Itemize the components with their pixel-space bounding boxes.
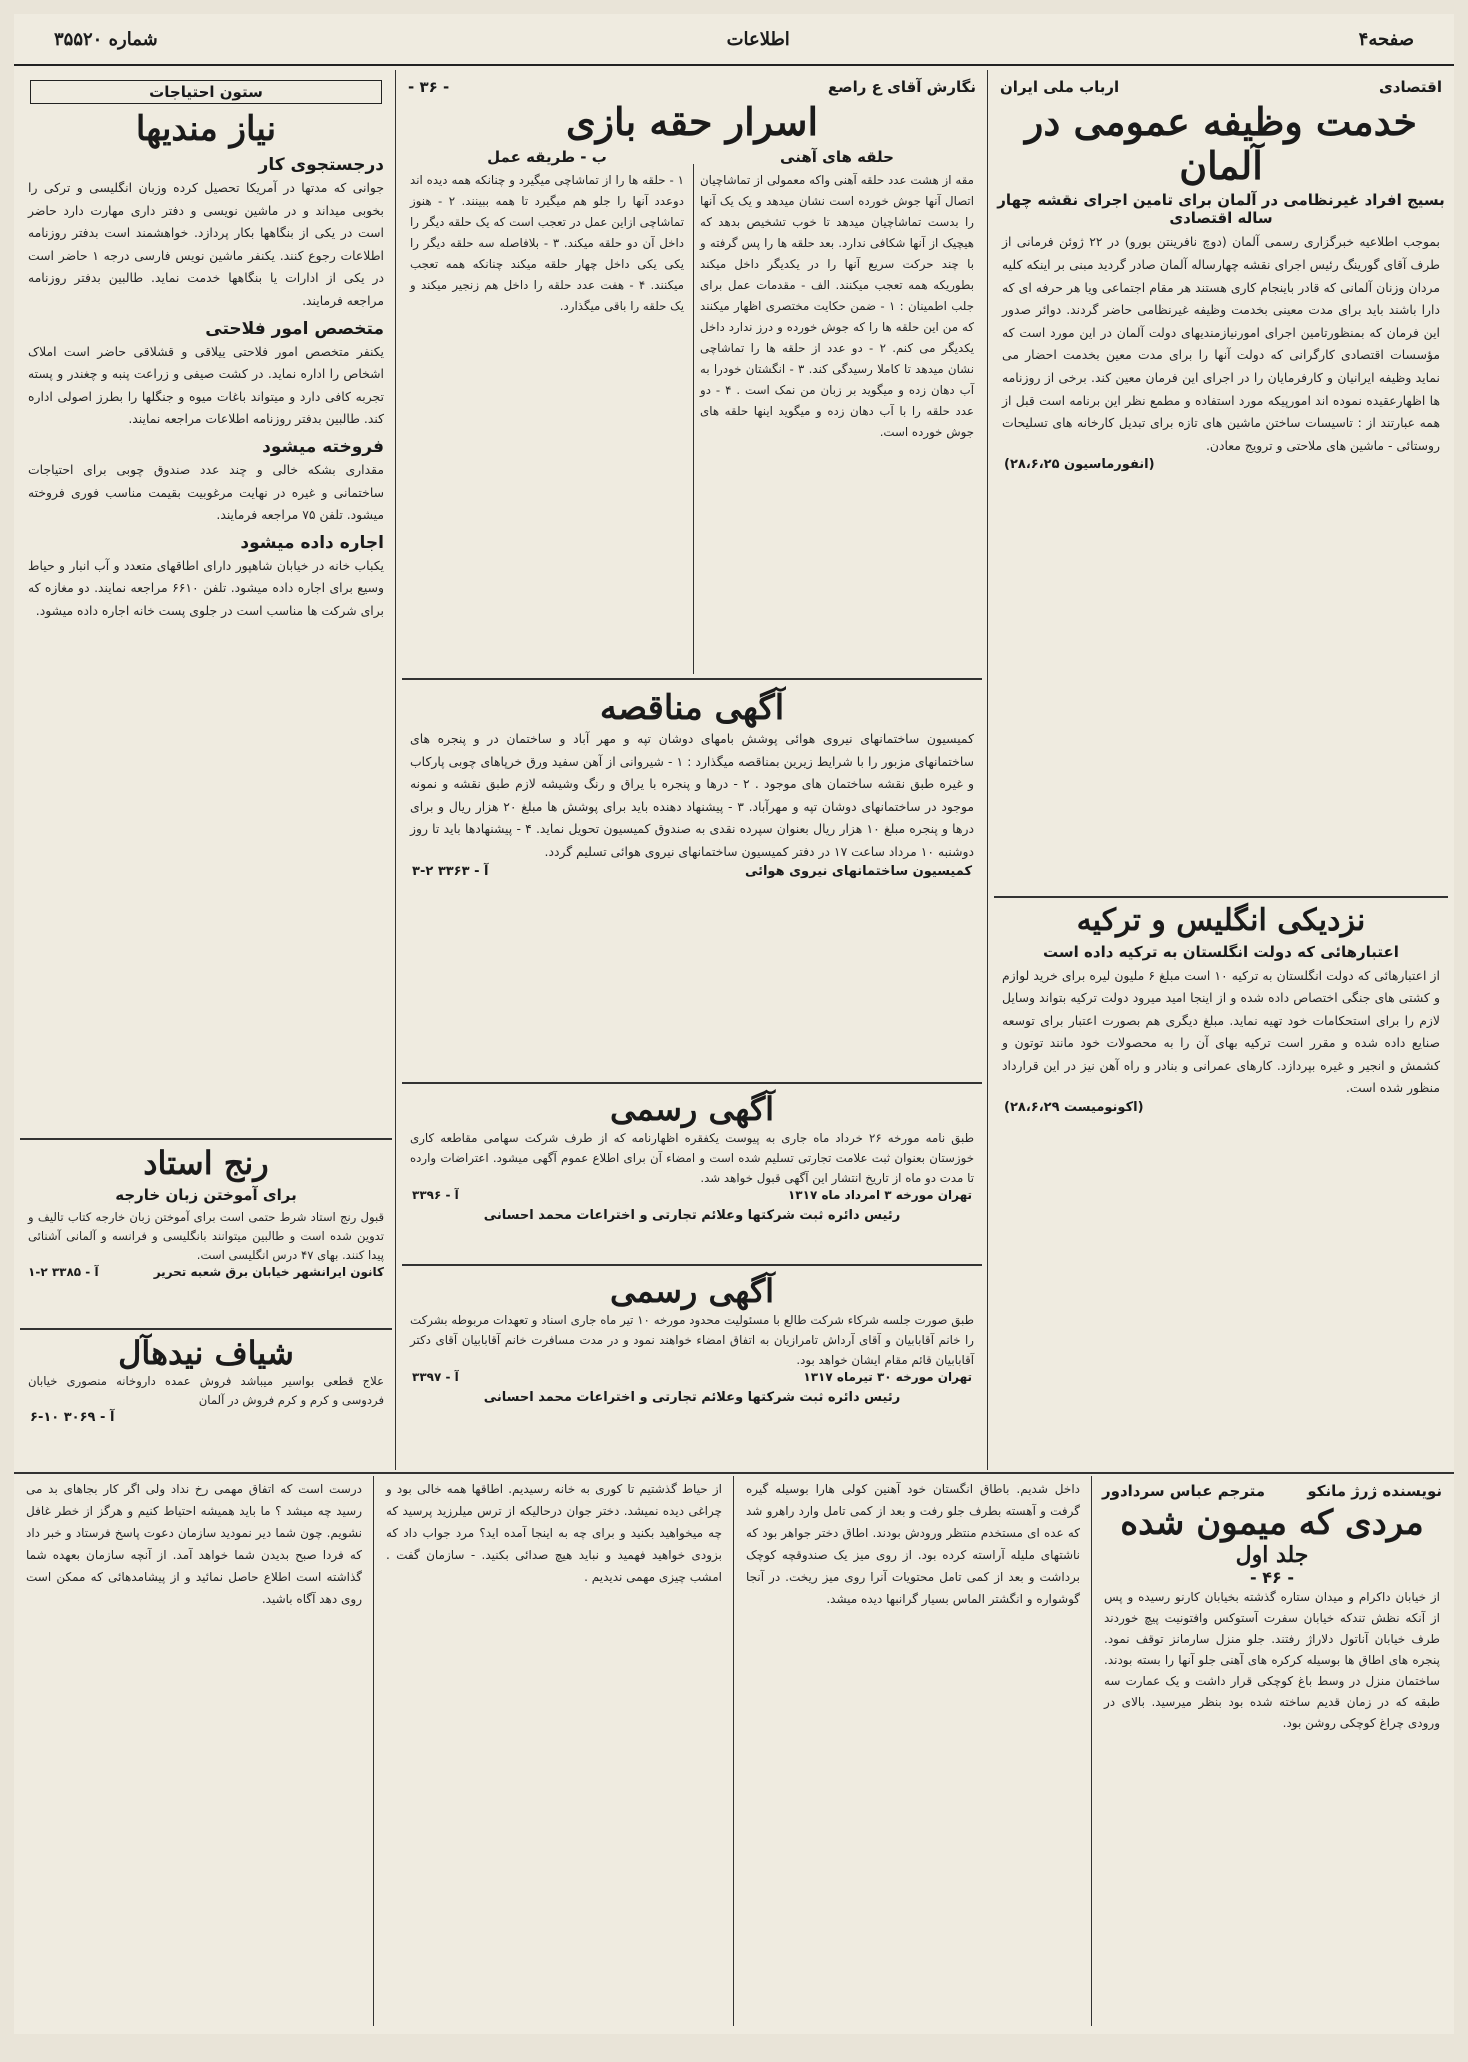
column-rule — [987, 70, 988, 1470]
classified-body: یکباب خانه در خیابان شاهپور دارای اطاقهای متعدد و آب انبار و حیاط وسیع برای اجاره داده میشود. تلفن ۶۶۱۰ مراجعه نمایند. دو مغازه که برای شرکت ها مناسب است در جلوی پست خانه اجاره داده میشود. — [28, 557, 384, 618]
serial-story-head — [1096, 1478, 1448, 2028]
article-body: از اعتبارهائی که دولت انگلستان به ترکیه ۱۰ است مبلغ ۶ ملیون لیره برای خرید لوازم و کشتی های جنگی اختصاص داده شده و از اینجا امید میرود دولت ترکیه بتواند وسایل لازم را برای استحکامات خود تهیه نماید. مبلغ دیگری هم بصورت اعتبار برای توسعه صنایع داده شده و مقرر است ترکیه بهای آن را به محصولات خود مانند توتون و کشمش و انجیر و غیره بپردازد. کارهای عمرانی و بنادر و راه آهن نیز در این قرارداد منظور شده است. — [1002, 967, 1440, 1096]
headline: مردی که میمون شده — [1120, 1503, 1424, 1543]
headline: خدمت وظیفه عمومی در آلمان — [1024, 99, 1418, 188]
ad-title: شیاف نیدهآل — [118, 1334, 294, 1372]
two-column-body — [402, 144, 982, 443]
ad-official-2 — [402, 1264, 982, 1468]
source-date: (اکونومیست ۲۸،۶،۲۹) — [1004, 1100, 1144, 1116]
ad-reference: آ - ۳۰۶۹ ۱۰-۶ — [30, 1410, 115, 1425]
classifieds — [20, 74, 392, 1134]
story-body: داخل شدیم. باطاق انگستان خود آهنین کولی هارا بوسیله گیره گرفت و آهسته بطرف جلو رفت و بعد از کمی تامل وارد راهرو شد که عده ای مستخدم منتظر ورودش بودند. اطاق دختر جواهر بود که ناشتهای ملیله آراسته کرده بود. از روی میز یک صندوقچه کوچک برداشت و بعد از کمی تامل محتویات آنرا روی میز ریخت. در آنجا گوشواره و انگشتر الماس بسیار گرانبها دیده میشد. — [746, 1482, 1080, 1606]
column-rule — [1091, 1476, 1092, 2026]
story-body: درست است که اتفاق مهمی رخ نداد ولی اگر کار بجاهای بد می رسید چه میشد ؟ ما باید همیشه احتیاط کنیم و هرگز از خطر غافل نشویم. چون شما دیر نمودید سازمان دعوت پاسخ فرستاد و خبر داد که فردا صبح بدیدن شما خواهد آمد. از آنچه سازمان بعهده شما گذاشته است اطلاع حاصل نمائید و از پیشامدهائی که ممکن است روی دهد آگاه باشید. — [26, 1482, 362, 1606]
section-kicker: اقتصادی — [1379, 78, 1442, 96]
ad-body: طبق نامه مورخه ۲۶ خرداد ماه جاری به پیوست یکفقره اظهارنامه که از طرف شرکت سهامی مقاطعه کاری خوزستان بعنوان ثبت علامت تجارتی تسلیم شده است و امضاء آن برای اطلاع عموم آگهی میشود. اعتراضات وارده تا مدت دو ماه از تاریخ انتشار این آگهی قبول خواهد شد. — [410, 1131, 974, 1185]
newspaper-page — [14, 14, 1454, 2034]
episode-number: - ۳۶ - — [408, 78, 450, 96]
ad-body: کمیسیون ساختمانهای نیروی هوائی پوشش بامهای دوشان تپه و مهر آباد و ساختمان در و پنجره های ساختمانهای مزبور را با شرایط زیرین بمناقصه میگذارد : ۱ - شیروانی از آهن سفید ورق خرپاهای چوبی پارکاب و غیره طبق نقشه ساختمان های موجود . ۲ - درها و پنجره با یراق و رنگ وشیشه لازم طبق نقشه و نمونه موجود در ساختمانهای دوشان تپه و مهرآباد. ۳ - پیشنهاد دهنده باید برای پوشش ها مبلغ ۲۰ هزار ریال و برای درها و پنجره مبلغ ۱۰ هزار ریال بعنوان سپرده نقدی به صندوق کمیسیون تحویل نماید. ۴ - پیشنهادها باید تا روز دوشنبه ۱۰ مرداد ساعت ۱۷ در دفتر کمیسیون ساختمانهای نیروی هوائی تسلیم گردد. — [410, 731, 975, 859]
ad-date: تهران مورخه ۳ امرداد ماه ۱۳۱۷ — [787, 1188, 972, 1202]
ad-tender — [402, 678, 982, 1078]
ad-signature: رئیس دائره ثبت شرکتها وعلائم تجارتی و اختراعات محمد احسانی — [483, 1390, 901, 1405]
column-rule — [733, 1476, 734, 2026]
ad-reference: آ - ۳۳۸۵ ۲-۱ — [28, 1265, 99, 1279]
page-number: صفحه۴ — [1358, 28, 1414, 50]
article-body: بموجب اطلاعیه خبرگزاری رسمی آلمان (دوچ نافرینتن بورو) در ۲۲ ژوئن فرمانی از طرف آقای گورینگ رئیس اجرای نقشه چهارساله آلمان صادر گردید مبنی بر اینکه کلیه مردان وزنان آلمانی که قادر باینجام کاری هستند هر مقام اجتماعی ویا هر حرفه ای که دارا باشند باید برای مدت معینی بخدمت وظیفه غیرنظامی حاضر گردند. دوائر صدور این فرمان که بمنظورتامین اجرای امورنیازمندیهای دولت آلمان در این مورد است که مؤسسات اقتصادی کارگرانی که دولت آنها را برای مدت معین بخدمت احضار می نماید وظیفه ایرانیان و کارفرمایان را در اجرای این فرمان معین کند. برخی از روزنامه ها اظهارعقیده نموده اند امورپیکه مورد استفاده و مطمع نظر این برنامه است قبل از همه عبارتند از : تاسیسات ساختن ماشین های تازه برای تبدیل کارخانه های تسلیحات روستائی - ماشین های ملاحتی و ترویج معادن. — [1002, 234, 1440, 453]
ad-title: رنج استاد — [143, 1144, 269, 1182]
column-rule — [395, 70, 396, 1470]
subhead: بسیج افراد غیرنظامی در آلمان برای تامین اجرای نقشه چهار ساله اقتصادی — [997, 191, 1445, 228]
ad-date: تهران مورخه ۳۰ تیرماه ۱۳۱۷ — [803, 1370, 972, 1384]
headline: نیاز مندیها — [135, 109, 277, 149]
subhead: ب - طریقه عمل — [487, 147, 607, 166]
ad-title: آگهی رسمی — [609, 1272, 775, 1310]
ad-reference: آ - ۳۳۹۷ — [412, 1370, 459, 1384]
paper-name: اطلاعات — [726, 28, 790, 50]
ad-subtitle: برای آموختن زبان خارجه — [115, 1186, 297, 1204]
ad-body: طبق صورت جلسه شرکاء شرکت طالع با مسئولیت محدود مورخه ۱۰ تیر ماه جاری اسناد و تعهدات مربوطه بشرکت را خانم آقابابیان و آقای آرداش تامرازیان به اتفاق امضاء خواهند نمود و در مدت مسافرت خانم آقابابیان آقای دکتر آقابابیان قائم مقام ایشان خواهد بود. — [410, 1313, 974, 1367]
body-column — [402, 144, 692, 443]
horizontal-rule — [14, 1472, 1454, 1474]
byline: ارباب ملی ایران — [1000, 78, 1120, 96]
article-german-service — [994, 74, 1448, 894]
body-column — [692, 144, 982, 443]
article-magic-secrets — [402, 74, 982, 674]
serial-story-column — [18, 1478, 370, 2028]
column-rule — [373, 1476, 374, 2026]
classified-heading: فروخته میشود — [262, 437, 384, 458]
ad-signature: کمیسیون ساختمانهای نیروی هوائی — [744, 863, 972, 879]
ad-language-course — [20, 1138, 392, 1324]
subhead: اعتبارهائی که دولت انگلستان به ترکیه داده است — [1043, 942, 1399, 961]
classified-heading: متخصص امور فلاحتی — [205, 318, 384, 339]
article-body: مقه از هشت عدد حلقه آهنی واکه معمولی از تماشاچیان اتصال آنها جوش خورده است نشان میدهد و یک یک آنها را بدست تماشاچیان میدهد تا خوب تشخیص بدهد که هیچیک از آنها شکافی ندارد. بعد حلقه ها را پس گرفته و با چند حرکت سریع آنها را در یکدیگر داخل میکند بطوریکه همه تعجب میکنند. الف - مقدمات عمل برای جلب اطمینان : ۱ - ضمن حکایت مختصری اظهار میکنند که من این حلقه ها را که جوش خورده و درز ندارد داخل یکدیگر می کنم. ۲ - دو عدد از حلقه ها را تماشاچی نشان میدهد تا کاملا رسیدگی کند. ۳ - انگشتان خودرا به آب دهان زده و میگوید بر زبان من نمک است . ۴ - دو عدد حلقه را با آب دهان زده و میگوید اینها حلقه های جوش خورده است. — [700, 172, 974, 439]
byline: نگارش آقای ع راصع — [827, 78, 976, 96]
story-body: از حیاط گذشتیم تا کوری به خانه رسیدیم. اطاقها همه خالی بود و چراغی دیده نمیشد. دختر جوان درحالیکه از ترس میلرزید پرسید که چه میخواهید بکنید و برای چه به اینجا آمده اید؟ مرد جواب داد که بزودی خواهید فهمید و نباید هیچ صدائی بکنید. - سازمان گفت . امشب چیزی مهمی ندیدیم . — [386, 1482, 722, 1584]
author: نویسنده ژرژ مانکو — [1307, 1482, 1442, 1500]
volume: جلد اول — [1235, 1542, 1309, 1569]
ad-title: آگهی مناقصه — [599, 688, 785, 728]
ad-reference: آ - ۳۳۶۳ ۲-۳ — [412, 863, 489, 879]
ad-body: قبول رنج استاد شرط حتمی است برای آموختن زبان خارجه کتاب تالیف و تدوین شده است و طالبین میتوانند بانگلیسی و فرانسه و آلمانی آشنائی پیدا کنند. بهای ۴۷ درس انگلیسی است. — [28, 1210, 384, 1262]
ad-reference: آ - ۳۳۹۶ — [412, 1188, 459, 1202]
translator: مترجم عباس سردادور — [1102, 1482, 1266, 1500]
headline: اسرار حقه بازی — [565, 99, 819, 144]
classified-body: یکنفر متخصص امور فلاحتی ییلاقی و قشلاقی حاضر است املاک اشخاص را اداره نماید. در کشت صیفی و زراعت پنبه و چغندر و پسته تجربه کافی دارد و میتواند باغات میوه و جنگلها را بطرز اصولی اداره کند. طالبین بدفتر روزنامه اطلاعات مراجعه نمایند. — [28, 343, 384, 427]
article-england-turkey — [994, 896, 1448, 1468]
ad-medicine — [20, 1328, 392, 1468]
classified-body: جوانی که مدتها در آمریکا تحصیل کرده وزبان انگلیسی و ترکی را بخوبی میداند و در ماشین نویسی و دفتر داری مهارت دارد حاضر است در یکی از بنگاهها بکار پردازد. خواهشمند است بدفتر روزنامه اطلاعات رجوع کنند. یکنفر ماشین نویس فارسی درجه ۱ حاضر است در یکی از ادارات یا بنگاهها خدمت نماید. طالبین بدفتر روزنامه مراجعه فرمایند. — [28, 180, 384, 309]
issue-number: شماره ۳۵۵۲۰ — [54, 28, 158, 50]
masthead — [14, 14, 1454, 66]
headline: نزدیکی انگلیس و ترکیه — [1076, 903, 1366, 938]
classified-body: مقداری بشکه خالی و چند عدد صندوق چوبی برای احتیاجات ساختمانی و غیره در نهایت مرغوبیت بقیمت مناسب فوری فروخته میشود. تلفن ۷۵ مراجعه فرمایند. — [28, 462, 384, 523]
ad-signature: رئیس دائره ثبت شرکتها وعلائم تجارتی و اختراعات محمد احسانی — [483, 1208, 901, 1223]
ad-body: علاج قطعی بواسیر میباشد فروش عمده داروخانه منصوری خیابان فردوسی و کرم و کرم فروش در آلمان — [28, 1374, 384, 1407]
ad-signature: کانون ایرانشهر خیابان برق شعبه تحریر — [153, 1265, 384, 1279]
section-label: ستون احتیاجات — [30, 80, 382, 104]
serial-story-column — [738, 1478, 1088, 2028]
part-number: - ۴۶ - — [1250, 1568, 1294, 1588]
story-body: از خیابان داکرام و میدان ستاره گذشته بخیابان کارنو رسیده و پس از آنکه نظش تندکه خیابان سفرت آستوکس وافتونیت پیچ خوردند طرف خیابان آناتول دلاراژ رفتند. جلو منزل سارمانز توقف نمود. پنجره های اطاق ها بوسیله کرکره های آهنی جلو آنها را بسته بودند. ساختمان منزل در وسط باغ کوچکی قرار داشت و یک عمارت سه طبقه که در زمان قدیم ساخته شده بود بنظر میرسید. بالای در ورودی چراغ کوچکی روشن بود. — [1104, 1590, 1440, 1731]
classified-heading: درجستجوی کار — [258, 155, 384, 176]
subhead: حلقه های آهنی — [780, 147, 894, 166]
article-body: ۱ - حلقه ها را از تماشاچی میگیرد و چنانکه همه دیده اند دوعدد آنها را جلو هم میگیرد تا همه ببینند. ۲ - هنوز تماشاچی ازاین عمل در تعجب است که یک حلقه دیگر را داخل آن دو حلقه میکند. ۳ - بلافاصله سه حلقه دیگر را یکی یکی داخل چهار حلقه میکند چنانکه همه تعجب میکنند. ۴ - هفت عدد حلقه را داخل هم زنجیر میکند و یک حلقه را باقی میگذارد. — [410, 172, 684, 313]
source-date: (انفورماسیون ۲۸،۶،۲۵) — [1004, 457, 1155, 473]
ad-official-1 — [402, 1082, 982, 1260]
serial-story-column — [378, 1478, 730, 2028]
ad-title: آگهی رسمی — [609, 1090, 775, 1128]
classified-heading: اجاره داده میشود — [240, 532, 384, 553]
